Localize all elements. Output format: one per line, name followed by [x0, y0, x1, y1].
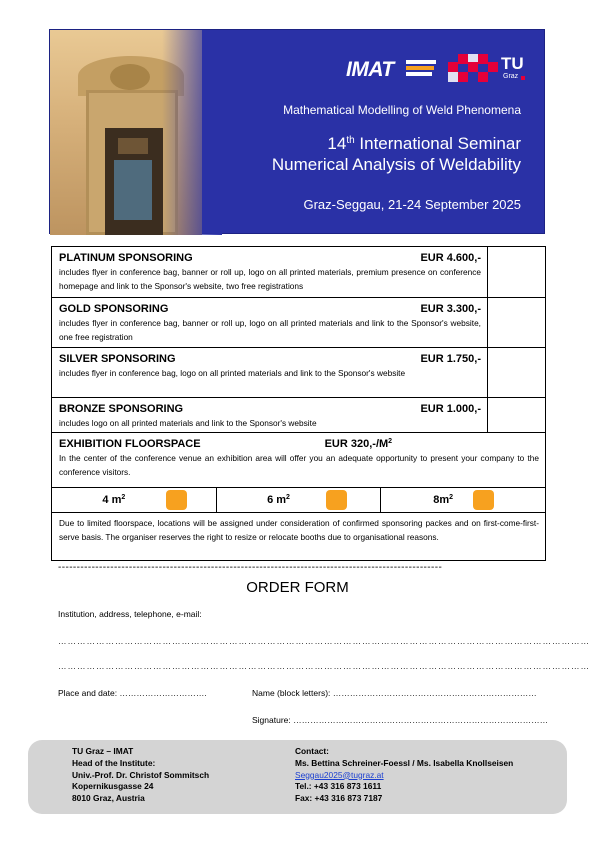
- institution-field-line-1[interactable]: ……………………………………………………………………………………………………………………………………………………: [58, 636, 590, 646]
- contact-email-link[interactable]: Seggau2025@tugraz.at: [295, 769, 384, 780]
- institution-field-line-2[interactable]: ……………………………………………………………………………………………………………………………………………………: [58, 661, 590, 671]
- package-name: PLATINUM SPONSORING: [59, 252, 193, 264]
- floorspace-4-checkbox[interactable]: [166, 490, 187, 510]
- package-description: includes logo on all printed materials and link to the Sponsor's website: [59, 418, 317, 428]
- tu-logo-subtext: Graz: [503, 73, 519, 80]
- tu-logo-text: TU: [501, 54, 524, 73]
- head-label: Head of the Institute:: [72, 757, 156, 768]
- sponsoring-row-gold: [52, 298, 545, 348]
- portal-window: [118, 138, 148, 154]
- exhibition-name: EXHIBITION FLOORSPACE: [59, 438, 201, 450]
- package-description: includes flyer in conference bag, logo on all printed materials and link to the Sponsor's website: [59, 368, 406, 378]
- package-name: GOLD SPONSORING: [59, 303, 169, 315]
- floorspace-size-row: [52, 488, 545, 513]
- contact-fax: Fax: +43 316 873 7187: [295, 793, 383, 804]
- head-name: Univ.-Prof. Dr. Christof Sommitsch: [72, 769, 210, 780]
- gold-selection-box[interactable]: [487, 298, 545, 347]
- city: 8010 Graz, Austria: [72, 793, 145, 804]
- seminar-dates: Graz-Seggau, 21-24 September 2025: [303, 197, 521, 212]
- package-price: EUR 1.000,-: [420, 403, 481, 415]
- floorspace-label: 4 $m^2$: [102, 494, 126, 506]
- street: Kopernikusgasse 24: [72, 781, 154, 792]
- contact-tel: Tel.: +43 316 873 1611: [295, 781, 382, 792]
- package-name: SILVER SPONSORING: [59, 353, 176, 365]
- edition-number: 14: [327, 134, 347, 153]
- institute-name: TU Graz – IMAT: [72, 746, 134, 756]
- silver-selection-box[interactable]: [487, 348, 545, 397]
- imat-logo-stripes-icon: [406, 60, 436, 78]
- title-rest: International Seminar: [354, 134, 521, 153]
- exhibition-row: [52, 433, 545, 488]
- photo-fade: [162, 30, 222, 235]
- floorspace-label: $8m^2$: [433, 494, 454, 506]
- sponsoring-description-cell: [52, 247, 488, 297]
- contact-label: Contact:: [295, 746, 329, 756]
- package-description: includes flyer in conference bag, banner or roll up, logo on all printed materials, premium presence on conference homepage and link to the Sponsor's website, two free registrations: [59, 267, 481, 291]
- sponsoring-description-cell: [52, 398, 488, 432]
- sponsoring-row-platinum: [52, 247, 545, 298]
- package-price: EUR 1.750,-: [420, 353, 481, 365]
- floorspace-label: 6 $m^2$: [267, 494, 290, 506]
- footer: [28, 740, 567, 814]
- floorspace-option-4: [52, 488, 217, 512]
- tu-graz-logo: [448, 54, 528, 86]
- tu-logo-dot: [521, 76, 525, 80]
- floorspace-option-8: [381, 488, 545, 512]
- contact-names: Ms. Bettina Schreiner-Foessl / Ms. Isabella Knollseisen: [295, 757, 514, 768]
- seminar-title: [272, 133, 521, 175]
- portal-ornament: [110, 64, 150, 90]
- edition-suffix: th: [346, 135, 355, 146]
- tu-graz-blocks-icon: [448, 54, 498, 84]
- sponsoring-row-silver: [52, 348, 545, 398]
- package-description: includes flyer in conference bag, banner or roll up, logo on all printed materials and link to the Sponsor's website, one free registration: [59, 318, 481, 342]
- cut-line: -------------------------------------------------------------------------------------------------------: [58, 562, 443, 573]
- contact-info: [295, 746, 513, 805]
- institution-label: Institution, address, telephone, e-mail:: [58, 609, 202, 619]
- institute-address: [72, 746, 209, 805]
- sponsoring-table: [51, 246, 546, 561]
- bronze-selection-box[interactable]: [487, 398, 545, 432]
- package-name: BRONZE SPONSORING: [59, 403, 184, 415]
- package-price: EUR 3.300,-: [420, 303, 481, 315]
- sponsoring-row-bronze: [52, 398, 545, 433]
- floorspace-note: Due to limited floorspace, locations will be assigned under consideration of confirmed sponsoring packes and on first-come-first-serve basis. The organiser reserves the right to resize or relocate booths due to organisational reasons.: [59, 518, 539, 542]
- doorway-interior: [114, 160, 152, 220]
- signature-field[interactable]: Signature: ………………………………………………………………………………: [252, 715, 549, 725]
- name-field[interactable]: Name (block letters): ………………………………………………………………: [252, 688, 537, 698]
- floorspace-6-checkbox[interactable]: [326, 490, 347, 510]
- order-form-title: ORDER FORM: [246, 579, 349, 596]
- title-line-2: Numerical Analysis of Weldability: [271, 155, 521, 174]
- sponsoring-description-cell: [52, 348, 488, 397]
- sponsoring-description-cell: [52, 298, 488, 347]
- header-banner: [49, 29, 545, 234]
- floorspace-option-6: [217, 488, 382, 512]
- exhibition-price: EUR $320,-/M^2$: [324, 438, 393, 450]
- place-date-field[interactable]: Place and date: ………………………….: [58, 688, 207, 698]
- seminar-subtitle: Mathematical Modelling of Weld Phenomena: [283, 103, 521, 117]
- platinum-selection-box[interactable]: [487, 247, 545, 297]
- exhibition-description: In the center of the conference venue an exhibition area will offer you an adequate opportunity to present your company to the conference visitors.: [59, 453, 539, 477]
- package-price: EUR 4.600,-: [420, 252, 481, 264]
- floorspace-8-checkbox[interactable]: [473, 490, 494, 510]
- imat-logo: IMAT: [346, 58, 394, 81]
